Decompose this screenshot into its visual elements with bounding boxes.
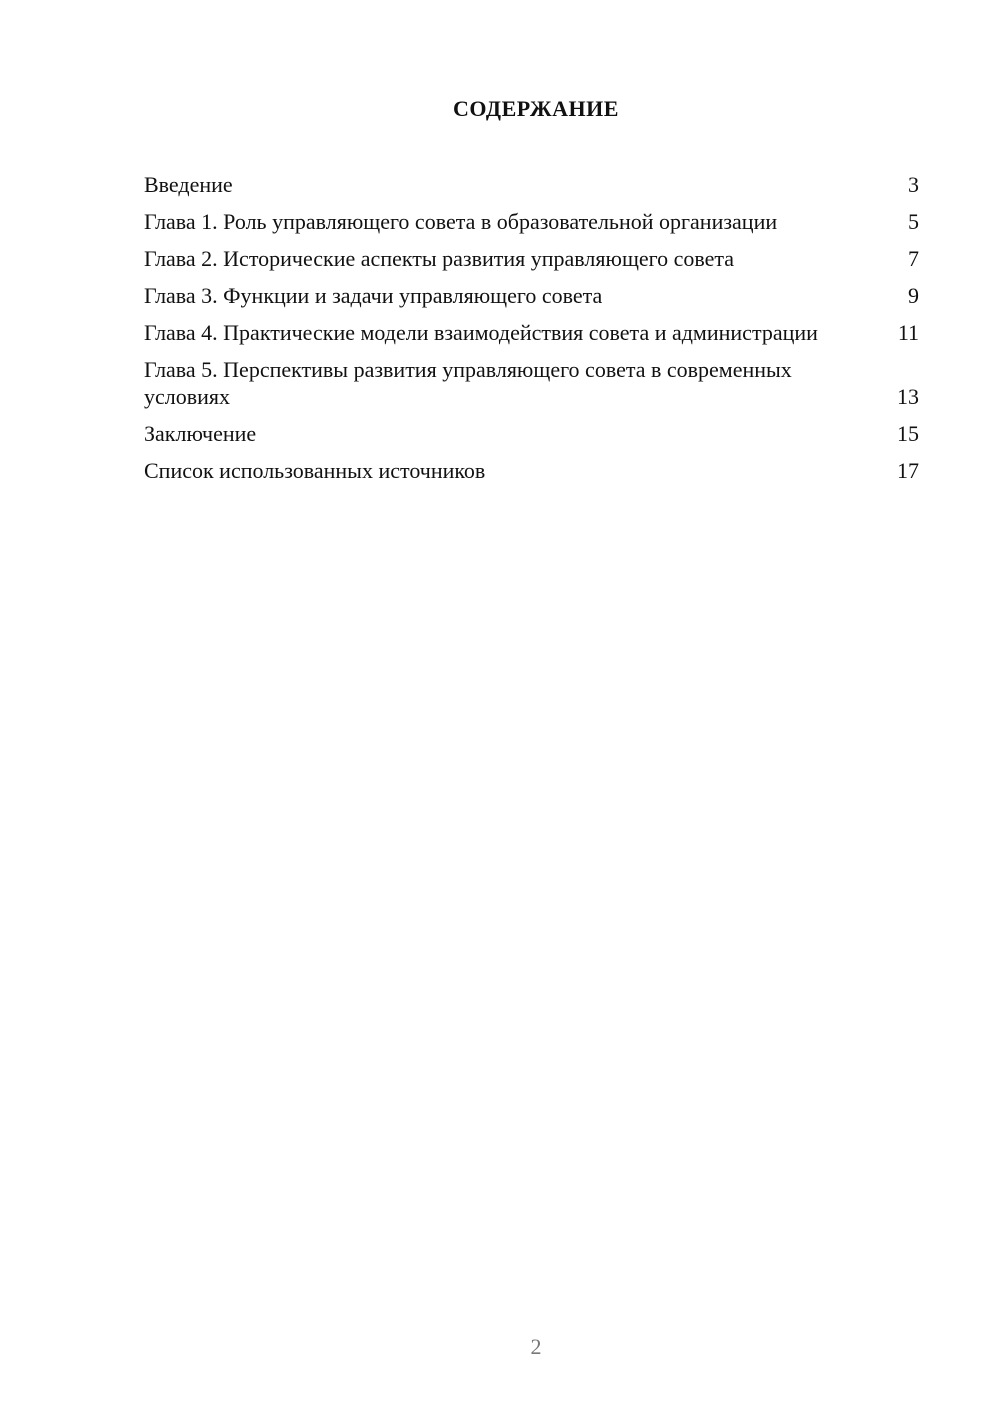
toc-entry-page: 3: [908, 172, 919, 197]
toc-entry-text: Введение: [144, 172, 233, 197]
toc-entry-chapter-2[interactable]: [144, 245, 919, 272]
toc-entry-references[interactable]: [144, 457, 919, 484]
page-number: 2: [530, 1334, 542, 1359]
toc-entry-text: Заключение: [144, 421, 257, 446]
toc-entry-text: Глава 3. Функции и задачи управляющего совета: [144, 283, 603, 308]
toc-entry-page: 9: [908, 283, 919, 308]
toc-entry-text: Список использованных источников: [144, 458, 486, 483]
toc-entry-page: 7: [908, 246, 919, 271]
toc-entry-page: 11: [897, 320, 919, 345]
toc-entry-text: Глава 1. Роль управляющего совета в образовательной организации: [144, 209, 778, 234]
toc-entry-page: 13: [897, 384, 919, 409]
toc-entry-page: 17: [897, 458, 919, 483]
toc-entry-page: 5: [908, 209, 919, 234]
page-title: СОДЕРЖАНИЕ: [453, 96, 619, 121]
toc-entry-text: Глава 5. Перспективы развития управляющего совета в современных условиях: [144, 357, 792, 409]
toc-entry-introduction[interactable]: [144, 171, 919, 198]
toc-entry-chapter-4[interactable]: [144, 319, 919, 346]
toc-entry-text: Глава 4. Практические модели взаимодействия совета и администрации: [144, 320, 818, 345]
table-of-contents: [144, 171, 919, 494]
toc-entry-chapter-3[interactable]: [144, 282, 919, 309]
toc-entry-page: 15: [897, 421, 919, 446]
toc-entry-conclusion[interactable]: [144, 420, 919, 447]
toc-entry-chapter-5[interactable]: [144, 356, 919, 410]
toc-entry-text: Глава 2. Исторические аспекты развития управляющего совета: [144, 246, 735, 271]
toc-entry-chapter-1[interactable]: [144, 208, 919, 235]
